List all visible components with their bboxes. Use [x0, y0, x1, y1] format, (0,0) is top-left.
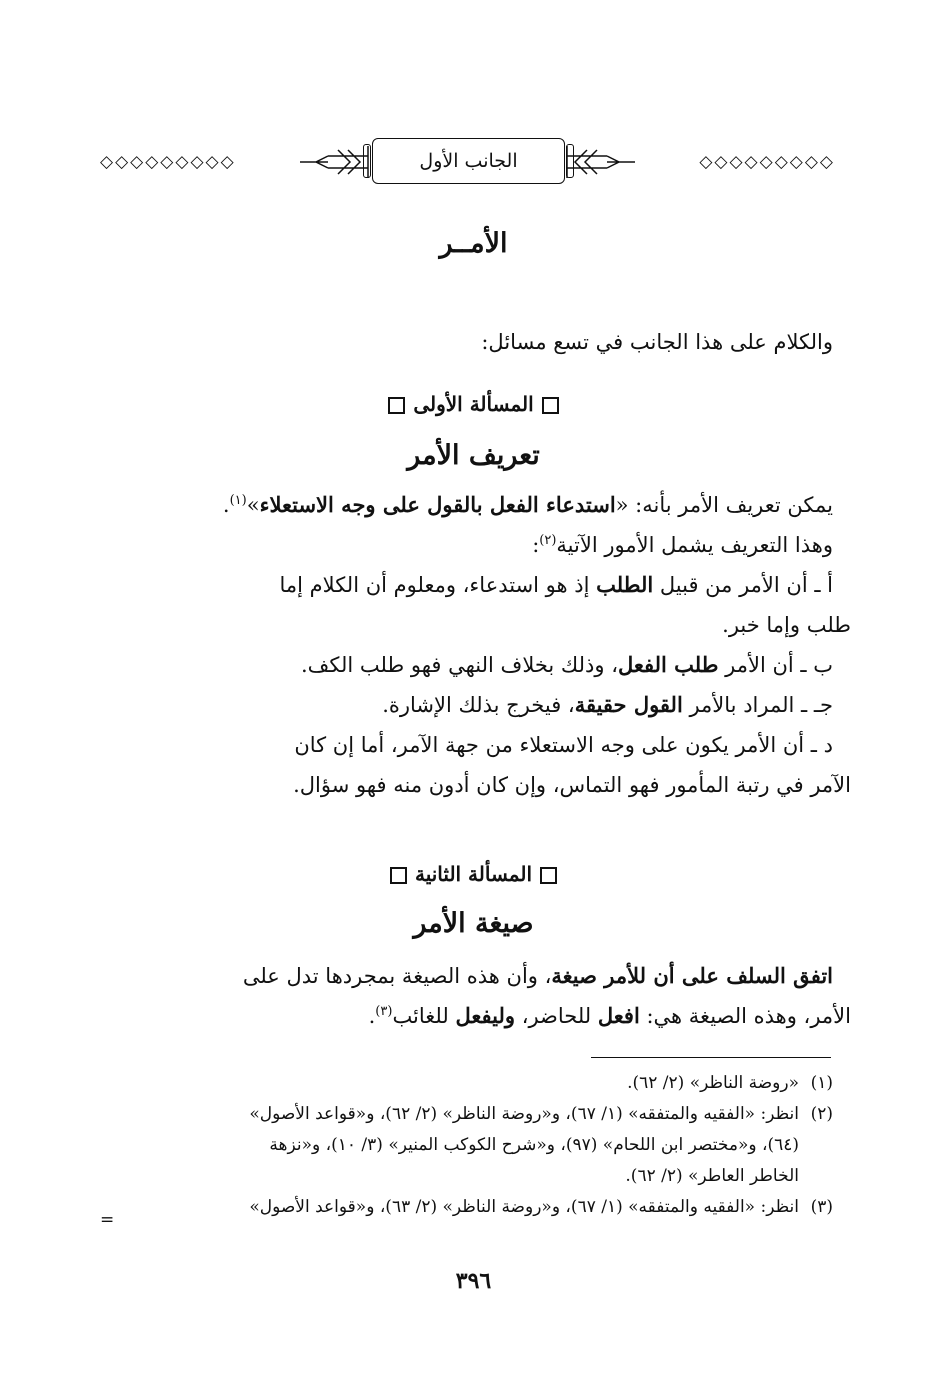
footnote-divider — [591, 1057, 831, 1058]
issue-one-label — [0, 392, 947, 416]
point-a-continued: طلب وإما خبر. — [722, 613, 851, 637]
issue-one-label-text: المسألة الأولى — [413, 392, 534, 416]
diamond-ornament-right: ◇◇◇◇◇◇◇◇◇ — [699, 152, 835, 172]
point-b: ب ـ أن الأمر طلب الفعل، وذلك بخلاف النهي فهو طلب الكف. — [301, 652, 833, 677]
square-icon — [540, 867, 557, 884]
footnote-ref: (٣) — [375, 1004, 393, 1019]
arrow-ornament-right — [565, 142, 637, 182]
continuation-mark: = — [100, 1210, 115, 1230]
formula-line-continued: الأمر، وهذه الصيغة هي: افعل للحاضر، وليفعل للغائب$^{(٣)}$. — [368, 1003, 851, 1028]
footnotes — [112, 1068, 833, 1223]
issue-two-label-text: المسألة الثانية — [414, 862, 533, 886]
issue-two-body — [116, 956, 851, 1036]
square-icon — [390, 867, 407, 884]
point-a: أ ـ أن الأمر من قبيل الطلب إذ هو استدعاء، ومعلوم أن الكلام إما — [279, 572, 833, 597]
point-d-continued: الآمر في رتبة المأمور فهو التماس، وإن كان أدون منه فهو سؤال. — [293, 773, 851, 797]
section-header — [100, 138, 835, 190]
footnote-3: (٣) انظر: «الفقيه والمتفقه» (١/ ٦٧)، و«روضة الناظر» (٢/ ٦٣)، و«قواعد الأصول» — [249, 1197, 833, 1217]
chapter-topic: الأمــر — [439, 228, 508, 259]
issue-two-heading: صيغة الأمر — [413, 908, 534, 939]
square-icon — [388, 397, 405, 414]
footnote-ref: (٢) — [539, 533, 557, 548]
footnote-ref: (١) — [229, 493, 247, 508]
issue-one-body — [116, 485, 851, 805]
issue-two-label — [0, 862, 947, 886]
diamond-ornament-left: ◇◇◇◇◇◇◇◇◇ — [100, 152, 236, 172]
section-title: الجانب الأول — [372, 138, 565, 184]
point-d: د ـ أن الأمر يكون على وجه الاستعلاء من جهة الآمر، أما إن كان — [294, 733, 833, 757]
footnote-1: (١) «روضة الناظر» (٢/ ٦٢). — [627, 1073, 833, 1093]
page-number: ٣٩٦ — [455, 1268, 492, 1294]
formula-line: اتفق السلف على أن للأمر صيغة، وأن هذه الصيغة بمجردها تدل على — [242, 963, 833, 988]
arrow-ornament-left — [298, 142, 370, 182]
scope-line: وهذا التعريف يشمل الأمور الآتية$^{(٢)}$: — [532, 533, 833, 557]
footnote-2: (٢) انظر: «الفقيه والمتفقه» (١/ ٦٧)، و«روضة الناظر» (٢/ ٦٢)، و«قواعد الأصول» (٦٤)، و«مختصر ابن اللحام» (٩٧)، و«شرح الكوكب المنير» (٣/ ١٠)، و«نزهة الخاطر العاطر» (٢/ ٦٢). — [249, 1104, 833, 1186]
issue-one-heading: تعريف الأمر — [407, 440, 540, 471]
definition-line: يمكن تعريف الأمر بأنه: «استدعاء الفعل بالقول على وجه الاستعلاء»$^{(١)}$. — [222, 492, 833, 517]
point-c: جـ ـ المراد بالأمر القول حقيقة، فيخرج بذلك الإشارة. — [382, 692, 833, 717]
intro-paragraph: والكلام على هذا الجانب في تسع مسائل: — [481, 330, 833, 354]
square-icon — [542, 397, 559, 414]
